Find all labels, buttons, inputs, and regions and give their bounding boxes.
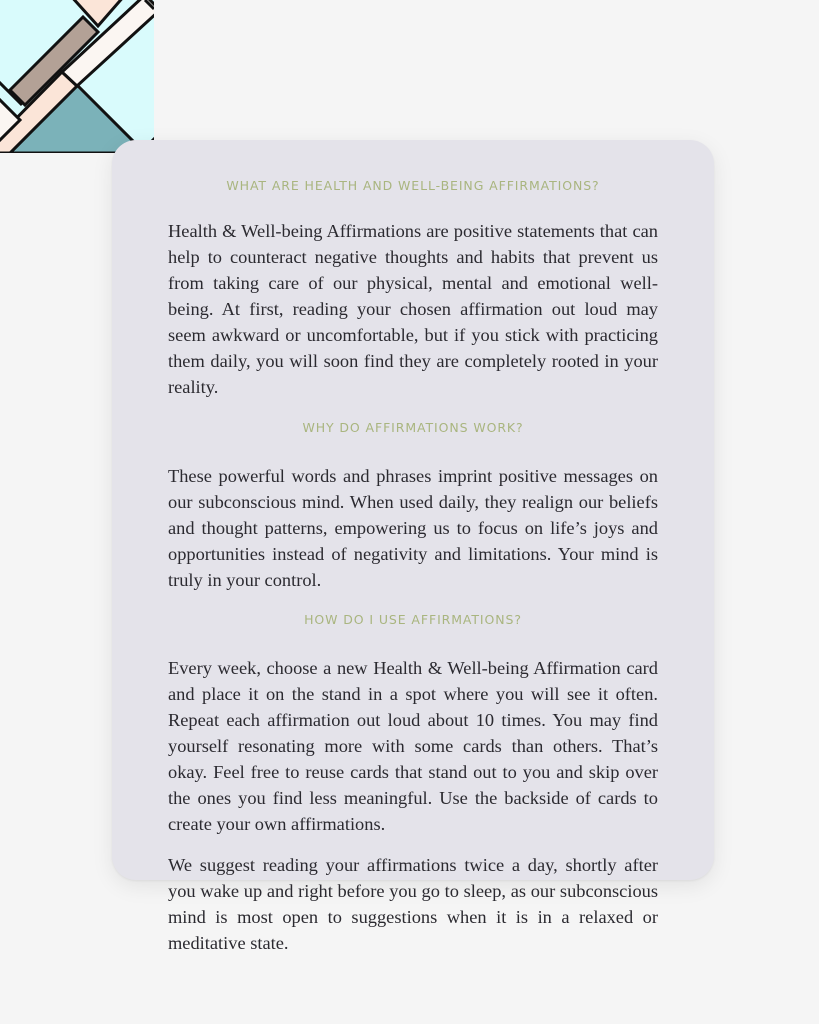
section-heading-how: HOW DO I USE AFFIRMATIONS? <box>304 612 522 627</box>
section-paragraph-how: Every week, choose a new Health & Well-being Affirmation card and place it on the stand in a spot where you will see it often. Repeat each affirmation out loud about 10 times. You may find yourself resonating more with some cards than others. That’s okay. Feel free to reuse cards that stand out to you and skip over the ones you find less meaningful. Use the backside of cards to create your own affirmations. <box>168 658 658 834</box>
affirmation-info-card <box>112 140 714 953</box>
section-heading-what: WHAT ARE HEALTH AND WELL-BEING AFFIRMATIONS? <box>226 178 600 193</box>
section-heading-why: WHY DO AFFIRMATIONS WORK? <box>302 420 524 435</box>
section-paragraph-suggestion: We suggest reading your affirmations twice a day, shortly after you wake up and right before you go to sleep, as our subconscious mind is most open to suggestions when it is in a relaxed or meditative state. <box>168 855 658 953</box>
geometric-pattern-icon <box>0 0 154 153</box>
section-paragraph-what: Health & Well-being Affirmations are positive statements that can help to counteract negative thoughts and habits that prevent us from taking care of our physical, mental and emotional well-being. At first, reading your chosen affirmation out loud may seem awkward or uncomfortable, but if you stick with practicing them daily, you will soon find they are completely rooted in your reality. <box>168 221 658 397</box>
product-thumbnail[interactable] <box>0 0 154 153</box>
section-paragraph-why: These powerful words and phrases imprint positive messages on our subconscious mind. When used daily, they realign our beliefs and thought patterns, empowering us to focus on life’s joys and opportunities instead of negativity and limitations. Your mind is truly in your control. <box>168 466 658 590</box>
